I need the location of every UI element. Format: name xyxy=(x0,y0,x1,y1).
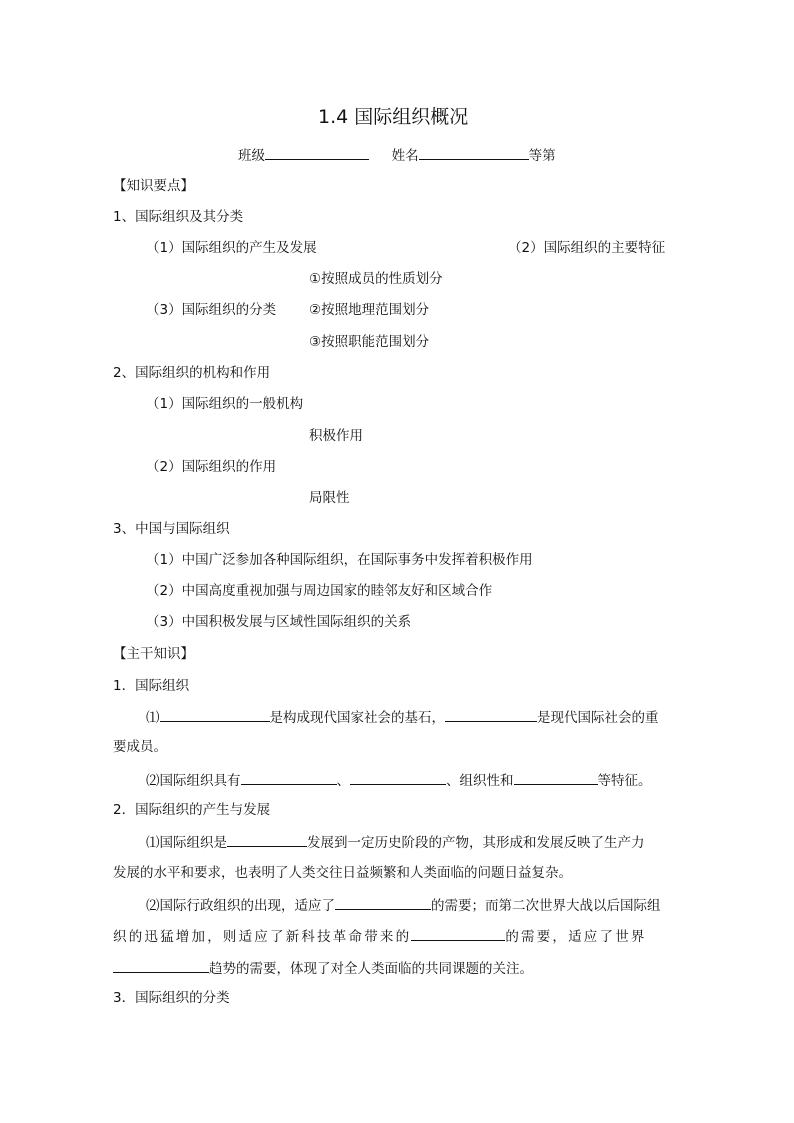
q2-1-text-b: 发展到一定历史阶段的产物，其形成和发展反映了生产力 xyxy=(307,835,645,851)
blank-q1-2-b[interactable] xyxy=(350,770,446,785)
blank-q2-2-a[interactable] xyxy=(335,895,431,910)
question-2-1-line xyxy=(146,832,645,852)
topic-3-2: （2）中国高度重视加强与周边国家的睦邻友好和区域合作 xyxy=(146,583,493,599)
question-2-2-line3 xyxy=(113,958,533,978)
topic-2-1: （1）国际组织的一般机构 xyxy=(146,396,304,412)
question-1-2-line xyxy=(146,770,652,790)
class-label: 班级 xyxy=(238,148,265,164)
blank-q2-1-a[interactable] xyxy=(227,832,307,847)
q1-1-text-b: 是构成现代国家社会的基石， xyxy=(269,710,445,726)
blank-q2-2-c[interactable] xyxy=(113,958,209,973)
question-2-1-line2: 发展的水平和要求，也表明了人类交往日益频繁和人类面临的问题日益复杂。 xyxy=(113,865,572,881)
blank-q1-2-c[interactable] xyxy=(514,770,598,785)
blank-q1-1-a[interactable] xyxy=(160,707,270,722)
topic-1: 1、国际组织及其分类 xyxy=(113,209,244,225)
q1-2-text-d: 等特征。 xyxy=(597,773,652,789)
q1-2-text-b: 、 xyxy=(336,773,350,789)
topic-1-1: （1）国际组织的产生及发展 xyxy=(146,240,317,256)
q1-1-marker: ⑴ xyxy=(146,710,160,726)
topic-1-3-b: ②按照地理范围划分 xyxy=(309,302,430,318)
topic-2-2: （2）国际组织的作用 xyxy=(146,459,277,475)
q2-2-text-d: 的需要，适应了世界 xyxy=(505,929,647,945)
topic-3-1: （1）中国广泛参加各种国际组织，在国际事务中发挥着积极作用 xyxy=(146,552,533,568)
page-title: 1.4 国际组织概况 xyxy=(318,106,469,128)
question-2-2-line xyxy=(146,895,661,915)
topic-3: 3、中国与国际组织 xyxy=(113,521,230,537)
question-2-2-line2 xyxy=(113,926,647,946)
question-1-1-line2: 要成员。 xyxy=(113,739,167,755)
q2-2-text-b: 的需要；而第二次世界大战以后国际组 xyxy=(431,898,661,914)
q2-2-text-e: 趋势的需要，体现了对全人类面临的共同课题的关注。 xyxy=(209,961,533,977)
section-heading-key-points: 【知识要点】 xyxy=(113,178,194,194)
topic-1-3-a: ①按照成员的性质划分 xyxy=(309,271,443,287)
q2-1-text-a: ⑴国际组织是 xyxy=(146,835,227,851)
topic-3-3: （3）中国积极发展与区域性国际组织的关系 xyxy=(146,614,412,630)
blank-q2-2-b[interactable] xyxy=(411,926,505,941)
question-3: 3．国际组织的分类 xyxy=(113,990,230,1006)
name-blank[interactable] xyxy=(419,145,529,160)
name-label: 姓名 xyxy=(391,148,419,164)
class-blank[interactable] xyxy=(265,145,369,160)
section-heading-main-knowledge: 【主干知识】 xyxy=(113,646,194,662)
blank-q1-1-b[interactable] xyxy=(445,707,537,722)
q1-2-text-c: 、组织性和 xyxy=(446,773,514,789)
topic-1-2: （2）国际组织的主要特征 xyxy=(508,240,666,256)
q1-1-text-c: 是现代国际社会的重 xyxy=(537,710,659,726)
topic-1-3-c: ③按照职能范围划分 xyxy=(309,334,430,350)
question-1: 1．国际组织 xyxy=(113,678,190,694)
q1-2-text-a: ⑵国际组织具有 xyxy=(146,773,241,789)
topic-2-2-a: 积极作用 xyxy=(309,428,363,444)
q2-2-text-c: 织的迅猛增加，则适应了新科技革命带来的 xyxy=(113,929,412,945)
blank-q1-2-a[interactable] xyxy=(241,770,337,785)
question-2: 2．国际组织的产生与发展 xyxy=(113,802,271,818)
q2-2-text-a: ⑵国际行政组织的出现，适应了 xyxy=(146,898,335,914)
question-1-1-line xyxy=(146,707,659,727)
student-info-line xyxy=(238,145,556,165)
topic-2-2-b: 局限性 xyxy=(309,490,350,506)
topic-1-3: （3）国际组织的分类 xyxy=(146,302,277,318)
topic-2: 2、国际组织的机构和作用 xyxy=(113,365,271,381)
grade-label: 等第 xyxy=(528,148,556,164)
